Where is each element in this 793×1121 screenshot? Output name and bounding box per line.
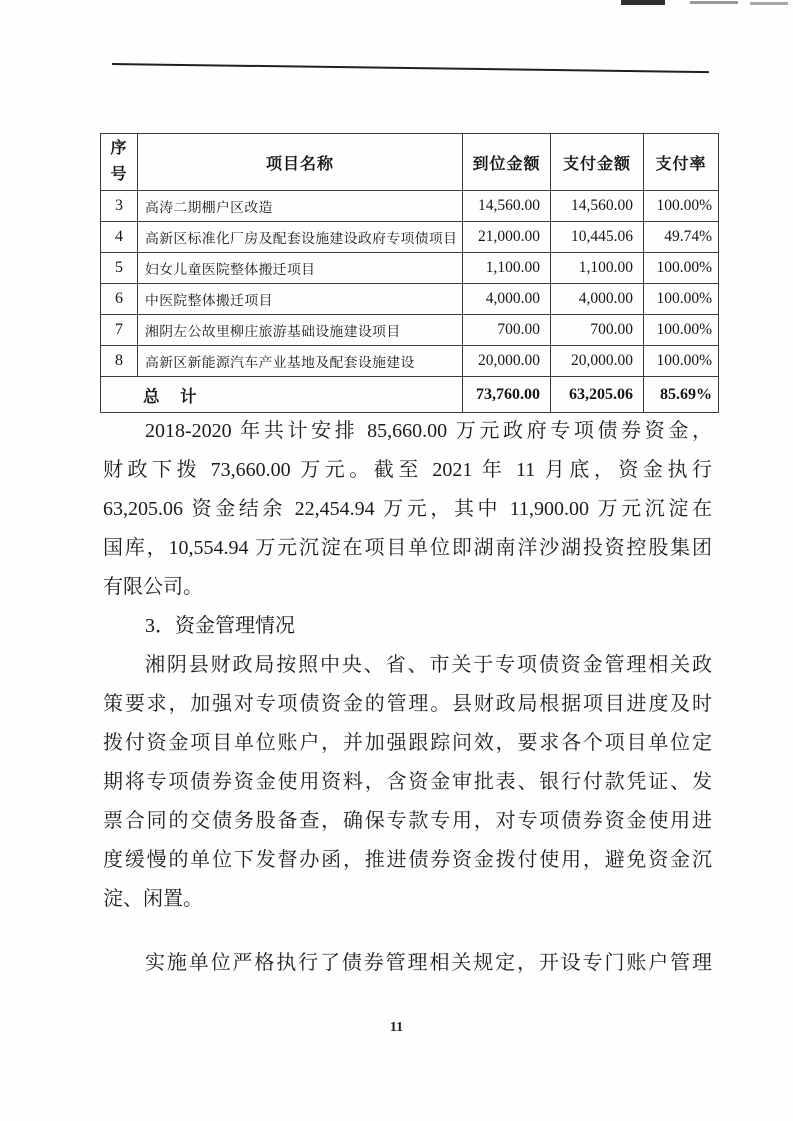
page-number: 11 xyxy=(389,1020,404,1035)
cell-paid-amount: 20,000.00 xyxy=(551,346,644,377)
paragraph-implementation xyxy=(103,944,712,983)
total-paid-amount: 63,205.06 xyxy=(551,377,644,413)
cell-project-name: 湘阴左公故里柳庄旅游基础设施建设项目 xyxy=(138,315,463,346)
paragraph-funds-summary xyxy=(103,412,712,607)
cell-arrived-amount: 1,100.00 xyxy=(463,253,551,284)
cell-arrived-amount: 4,000.00 xyxy=(463,284,551,315)
table-row xyxy=(101,315,719,346)
cell-arrived-amount: 14,560.00 xyxy=(463,191,551,222)
text-line: 策要求，加强对专项债资金的管理。县财政局根据项目进度及时 xyxy=(103,693,712,715)
scan-artifact-mark xyxy=(750,2,788,5)
cell-payment-rate: 100.00% xyxy=(644,191,719,222)
table-row xyxy=(101,346,719,377)
text-line: 国库，10,554.94 万元沉淀在项目单位即湖南洋沙湖投资控股集团 xyxy=(103,537,712,559)
col-header-seq-label: 序号 xyxy=(110,139,128,183)
text-line: 淀、闲置。 xyxy=(103,888,203,910)
col-header-project-name: 项目名称 xyxy=(138,134,463,191)
cell-arrived-amount: 21,000.00 xyxy=(463,222,551,253)
table-header-row xyxy=(101,134,719,191)
col-header-payment-rate: 支付率 xyxy=(644,134,719,191)
total-label: 总 计 xyxy=(101,377,463,413)
cell-seq: 7 xyxy=(101,315,138,346)
cell-seq: 6 xyxy=(101,284,138,315)
paragraph-fund-management xyxy=(103,646,712,919)
cell-project-name: 妇女儿童医院整体搬迁项目 xyxy=(138,253,463,284)
cell-project-name: 中医院整体搬迁项目 xyxy=(138,284,463,315)
table-total-row xyxy=(101,377,719,413)
table-body xyxy=(101,191,719,377)
cell-paid-amount: 10,445.06 xyxy=(551,222,644,253)
text-line: 度缓慢的单位下发督办函，推进债券资金拨付使用，避免资金沉 xyxy=(103,849,712,871)
text-line: 票合同的交债务股备查，确保专款专用，对专项债券资金使用进 xyxy=(103,810,712,832)
text-line: 2018-2020 年共计安排 85,660.00 万元政府专项债券资金， xyxy=(145,420,712,442)
cell-payment-rate: 49.74% xyxy=(644,222,719,253)
header-rule xyxy=(112,63,709,73)
total-payment-rate: 85.69% xyxy=(644,377,719,413)
cell-seq: 3 xyxy=(101,191,138,222)
cell-seq: 8 xyxy=(101,346,138,377)
text-line: 湘阴县财政局按照中央、省、市关于专项债资金管理相关政 xyxy=(145,654,712,676)
col-header-seq xyxy=(101,134,138,191)
cell-project-name: 高新区标准化厂房及配套设施建设政府专项债项目 xyxy=(138,222,463,253)
table-row xyxy=(101,284,719,315)
scan-artifact-mark xyxy=(621,0,665,5)
cell-paid-amount: 14,560.00 xyxy=(551,191,644,222)
cell-paid-amount: 700.00 xyxy=(551,315,644,346)
cell-arrived-amount: 20,000.00 xyxy=(463,346,551,377)
scan-artifact-mark xyxy=(690,1,738,4)
project-funds-table xyxy=(100,133,719,413)
text-line: 拨付资金项目单位账户，并加强跟踪问效，要求各个项目单位定 xyxy=(103,732,712,754)
cell-project-name: 高涛二期棚户区改造 xyxy=(138,191,463,222)
cell-payment-rate: 100.00% xyxy=(644,253,719,284)
text-line: 期将专项债券资金使用资料，含资金审批表、银行付款凭证、发 xyxy=(103,771,712,793)
table-row xyxy=(101,191,719,222)
text-line: 财政下拨 73,660.00 万元。截至 2021 年 11 月底，资金执行 xyxy=(103,459,712,481)
total-arrived-amount: 73,760.00 xyxy=(463,377,551,413)
cell-paid-amount: 1,100.00 xyxy=(551,253,644,284)
section-heading: 3．资金管理情况 xyxy=(145,615,295,637)
cell-payment-rate: 100.00% xyxy=(644,346,719,377)
cell-seq: 4 xyxy=(101,222,138,253)
table-row xyxy=(101,253,719,284)
text-line: 实施单位严格执行了债券管理相关规定，开设专门账户管理 xyxy=(145,952,712,974)
col-header-arrived-amount: 到位金额 xyxy=(463,134,551,191)
cell-arrived-amount: 700.00 xyxy=(463,315,551,346)
cell-project-name: 高新区新能源汽车产业基地及配套设施建设 xyxy=(138,346,463,377)
cell-seq: 5 xyxy=(101,253,138,284)
table-row xyxy=(101,222,719,253)
cell-paid-amount: 4,000.00 xyxy=(551,284,644,315)
text-line: 有限公司。 xyxy=(103,576,203,598)
body-text xyxy=(103,412,712,983)
cell-payment-rate: 100.00% xyxy=(644,284,719,315)
col-header-paid-amount: 支付金额 xyxy=(551,134,644,191)
text-line: 63,205.06 资金结余 22,454.94 万元，其中 11,900.00 万元沉淀在 xyxy=(103,498,712,520)
cell-payment-rate: 100.00% xyxy=(644,315,719,346)
